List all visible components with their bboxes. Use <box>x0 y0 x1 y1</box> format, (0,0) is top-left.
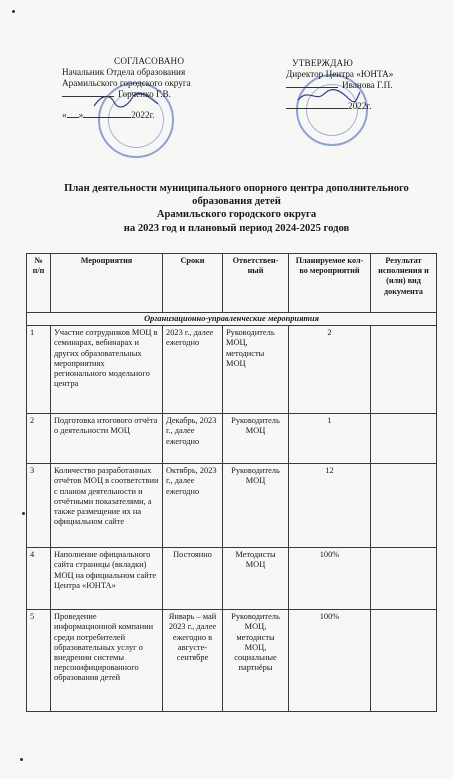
cell-num: 3 <box>27 464 51 548</box>
cell-activity: Подготовка итогового отчёта о деятельности МОЦ <box>51 414 163 464</box>
cell-result <box>371 414 437 464</box>
section-row <box>27 313 437 326</box>
cell-result <box>371 464 437 548</box>
cell-planned: 2 <box>289 326 371 414</box>
table-row <box>27 414 437 464</box>
cell-term: Октябрь, 2023 г., далее ежегодно <box>163 464 223 548</box>
approval-position: Начальник Отдела образования <box>62 67 186 77</box>
scan-speck <box>20 758 23 761</box>
approval-date <box>62 110 232 121</box>
approval-date <box>286 101 436 112</box>
cell-num: 1 <box>27 326 51 414</box>
title-line-2: образования детей <box>192 196 281 208</box>
signature-blank <box>286 87 338 88</box>
cell-term: Январь – май 2023 г., далее ежегодно в августе-сентябре <box>163 610 223 712</box>
header-term: Сроки <box>163 254 223 313</box>
cell-term: Декабрь, 2023 г., далее ежегодно <box>163 414 223 464</box>
approval-signature-line <box>286 80 436 91</box>
approval-position: Директор Центра «ЮНТА» <box>286 69 394 79</box>
cell-activity: Наполнение официального сайта страницы (вкладки) МОЦ на официальном сайте Центра «ЮНТА» <box>51 548 163 610</box>
date-blank <box>286 108 348 109</box>
plan-table <box>26 253 437 712</box>
date-year: 2022г. <box>348 101 372 111</box>
date-year: 2022г. <box>131 110 155 120</box>
header-responsible: Ответствен-ный <box>223 254 289 313</box>
table-header-row <box>27 254 437 313</box>
title-line-3: Арамильского городского округа <box>156 209 317 221</box>
document-title <box>40 182 433 235</box>
header-activity: Мероприятия <box>51 254 163 313</box>
cell-responsible: Методисты МОЦ <box>223 548 289 610</box>
cell-responsible: Руководитель МОЦ <box>223 414 289 464</box>
cell-result <box>371 548 437 610</box>
month-blank <box>83 117 131 118</box>
cell-num: 5 <box>27 610 51 712</box>
table-row <box>27 548 437 610</box>
cell-result <box>371 610 437 712</box>
cell-responsible: Руководитель МОЦ <box>223 464 289 548</box>
cell-responsible: Руководитель МОЦ, методисты МОЦ <box>223 326 289 414</box>
approval-block-right <box>286 58 436 112</box>
title-line-1: План деятельности муниципального опорного центра дополнительного <box>64 183 409 194</box>
approval-header: УТВЕРЖДАЮ <box>292 58 354 68</box>
approval-organization: Арамильского городского округа <box>62 78 191 88</box>
approval-signer: Иванова Г.П. <box>342 80 393 90</box>
cell-responsible: Руководитель МОЦ, методисты МОЦ, социальные партнёры <box>223 610 289 712</box>
approval-signer: Горченко Г.В. <box>118 89 171 99</box>
cell-planned: 1 <box>289 414 371 464</box>
section-title: Организационно-управленческие мероприятия <box>27 313 437 326</box>
table-row <box>27 326 437 414</box>
cell-activity: Количество разработанных отчётов МОЦ в соответствии с планом деятельности и отчётными показателями, а также размещение их на официальном сайте <box>51 464 163 548</box>
cell-activity: Проведение информационной компании среди потребителей образовательных услуг о внедрении системы персонифицированного образования детей <box>51 610 163 712</box>
cell-result <box>371 326 437 414</box>
title-line-4: на 2023 год и плановый период 2024-2025 годов <box>123 222 350 234</box>
approval-header: СОГЛАСОВАНО <box>114 56 185 66</box>
table-row <box>27 610 437 712</box>
date-open-quote: « <box>62 110 67 120</box>
cell-num: 4 <box>27 548 51 610</box>
day-blank <box>67 117 79 118</box>
cell-num: 2 <box>27 414 51 464</box>
scan-speck <box>12 10 15 13</box>
approval-block-left <box>62 56 232 121</box>
cell-planned: 100% <box>289 610 371 712</box>
header-result: Результат исполнения и (или) вид документа <box>371 254 437 313</box>
cell-term: Постоянно <box>163 548 223 610</box>
cell-term: 2023 г., далее ежегодно <box>163 326 223 414</box>
cell-planned: 12 <box>289 464 371 548</box>
approval-signature-line <box>62 89 232 100</box>
cell-activity: Участие сотрудников МОЦ в семинарах, вебинарах и других образовательных мероприятиях регионального модельного центра <box>51 326 163 414</box>
header-num: № п/п <box>27 254 51 313</box>
scan-speck <box>22 512 25 515</box>
signature-blank <box>62 96 114 97</box>
date-close-quote: » <box>78 110 84 120</box>
cell-planned: 100% <box>289 548 371 610</box>
header-planned: Планируемое кол-во мероприятий <box>289 254 371 313</box>
table-row <box>27 464 437 548</box>
